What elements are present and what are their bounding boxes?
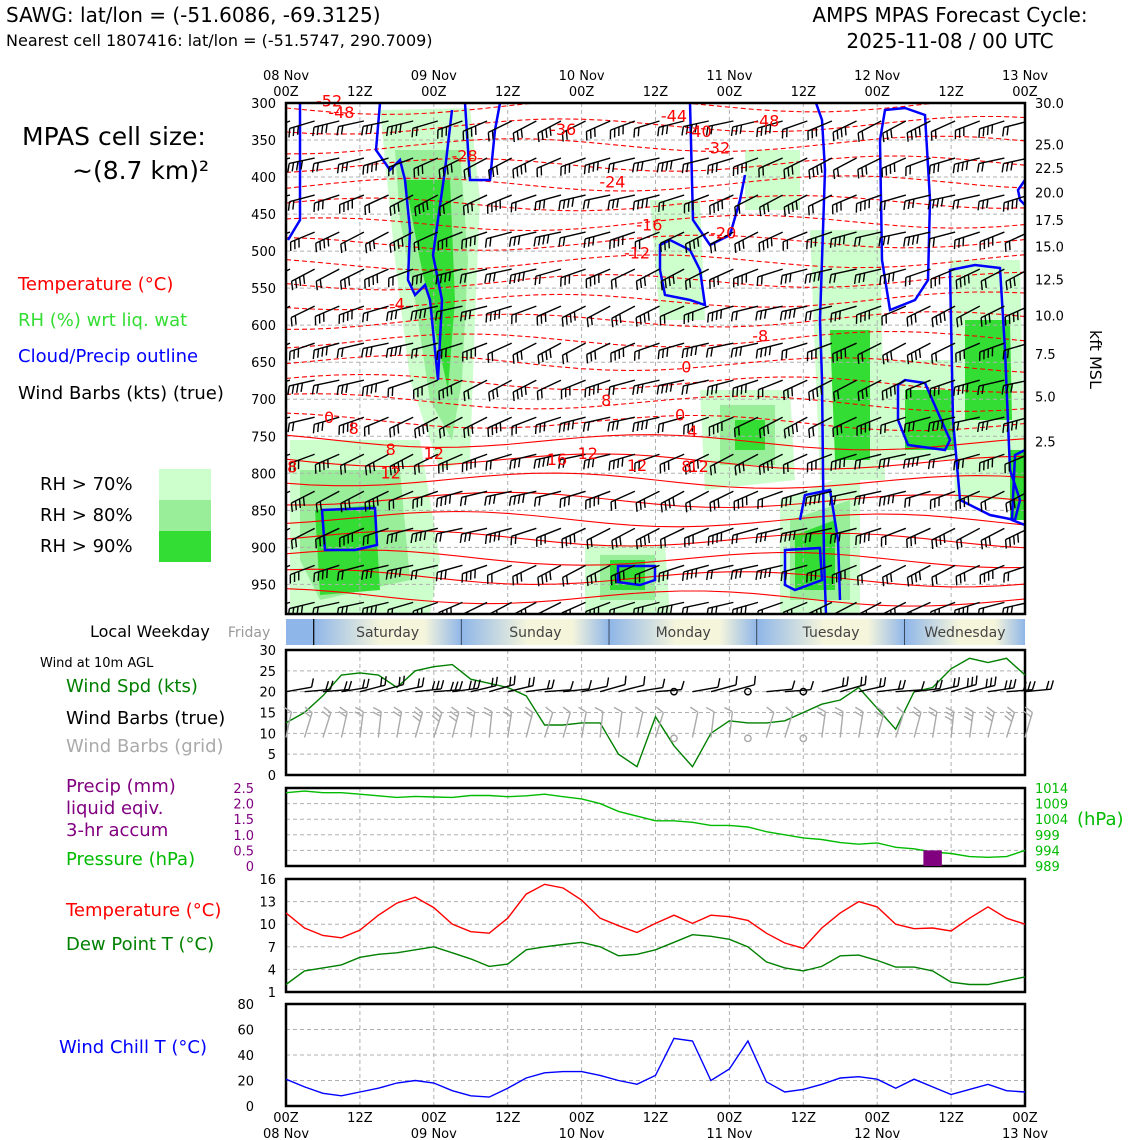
- wind-barb: [537, 158, 561, 177]
- temp-tick-label: 16: [259, 873, 276, 888]
- precip-tick-label: 2.5: [233, 782, 254, 797]
- wind-barb: [289, 121, 315, 137]
- wind-barb: [809, 195, 832, 215]
- day-label-top: 11 Nov: [706, 69, 753, 84]
- precip-tick-label: 0: [245, 860, 254, 875]
- day-label-top: 12 Nov: [854, 69, 901, 84]
- wind-barb-true: [951, 676, 977, 692]
- time-tick-label-top: 00Z: [421, 85, 447, 100]
- wind-barb: [312, 380, 339, 394]
- weekday-label-saturday: Saturday: [356, 625, 420, 641]
- wind-barb: [292, 269, 315, 290]
- wind-barb: [957, 528, 980, 549]
- isotherm-label: -28: [451, 146, 478, 166]
- time-tick-label-bottom: 12Z: [347, 1111, 373, 1126]
- wind-barb: [732, 306, 758, 321]
- isotherm-label: 8: [681, 456, 692, 476]
- time-tick-label-bottom: 00Z: [864, 1111, 890, 1126]
- wind-barb: [538, 565, 561, 586]
- wind-barb: [510, 232, 537, 247]
- kft-tick-label: 17.5: [1035, 214, 1064, 230]
- wind-tick-label: 15: [259, 706, 276, 722]
- wind-barb-true: [304, 681, 332, 692]
- wind-barb: [608, 195, 635, 210]
- wind-barb: [512, 417, 536, 435]
- day-label-bottom: 12 Nov: [854, 1127, 901, 1140]
- wind-barb: [460, 528, 487, 543]
- pressure-tick-label: 600: [251, 319, 276, 335]
- isotherm-label: 12: [626, 456, 648, 476]
- wind-barb: [538, 343, 561, 364]
- legend-rh90: RH > 90%: [40, 536, 133, 557]
- legend-wind: Wind Barbs (kts) (true): [18, 383, 224, 404]
- precip-legend-1: Precip (mm): [66, 776, 176, 797]
- wind-barb: [657, 158, 684, 172]
- wind-barb: [388, 380, 413, 397]
- isotherm-label: 12: [688, 456, 709, 476]
- pressure-tick-label: 1009: [1035, 797, 1069, 813]
- time-tick-label-top: 00Z: [568, 85, 595, 100]
- kft-tick-label: 30.0: [1035, 97, 1064, 112]
- wind-barb: [291, 232, 315, 251]
- cell-size-value: ~(8.7 km)²: [72, 156, 210, 185]
- temp-legend: Temperature (°C): [66, 900, 222, 921]
- chill-tick-label: 40: [237, 1049, 254, 1064]
- wind-barb-true: [415, 680, 443, 691]
- wind-barb: [586, 491, 610, 509]
- pressure-tick-label: 994: [1035, 844, 1060, 860]
- wind-barb: [880, 195, 906, 211]
- isotherm-label: 12: [577, 444, 598, 464]
- pressure-tick-label: 999: [1035, 828, 1060, 844]
- chill-tick-label: 20: [237, 1074, 254, 1090]
- wind-barb: [512, 306, 537, 324]
- wind-panel-title: Wind at 10m AGL: [40, 656, 154, 671]
- time-tick-label-bottom: 00Z: [1012, 1111, 1038, 1126]
- wind-barb: [904, 195, 931, 210]
- wind-barb: [932, 528, 955, 549]
- isotherm-label: -36: [550, 119, 577, 139]
- wind-barb: [341, 269, 364, 290]
- legend-rh80: RH > 80%: [40, 505, 133, 526]
- forecast-cycle-title: AMPS MPAS Forecast Cycle:: [812, 3, 1088, 27]
- time-tick-label-bottom: 12Z: [642, 1111, 669, 1126]
- time-tick-label-top: 12Z: [347, 85, 373, 100]
- wind-tick-label: 10: [259, 727, 276, 743]
- wind-barb: [535, 195, 561, 211]
- weekday-label-tuesday: Tuesday: [802, 625, 860, 641]
- wind-barb: [510, 269, 537, 284]
- kft-axis-title: kft MSL: [1086, 330, 1105, 389]
- day-label-top: 10 Nov: [558, 69, 605, 84]
- weekday-label-friday: Friday: [227, 625, 271, 641]
- kft-tick-label: 2.5: [1035, 435, 1056, 451]
- wind-barb-true: [600, 676, 626, 692]
- wind-barb: [390, 417, 413, 437]
- isotherm-label: 0: [675, 405, 686, 425]
- wind-barb-true: [822, 676, 848, 691]
- isotherm-label: 8: [385, 439, 396, 459]
- temp-tick-label: 13: [259, 895, 276, 911]
- temp-tick-label: 10: [259, 918, 276, 934]
- chill-tick-label: 0: [245, 1100, 254, 1115]
- wind-barb: [735, 232, 758, 253]
- wind-barb-true: [766, 681, 794, 692]
- wind-barb: [759, 232, 783, 252]
- wind-barb: [587, 306, 610, 327]
- wind-barb: [513, 121, 536, 142]
- wind-barb: [879, 232, 906, 246]
- wind-barb: [313, 343, 339, 359]
- legend-cloud: Cloud/Precip outline: [18, 346, 199, 367]
- pressure-tick-label: 900: [251, 541, 276, 557]
- isotherm-label: 12: [423, 444, 444, 464]
- day-label-bottom: 08 Nov: [262, 1127, 310, 1140]
- pressure-tick-label: 700: [251, 393, 276, 409]
- wind-barb: [980, 232, 1004, 251]
- pressure-legend: Pressure (hPa): [66, 849, 196, 870]
- legend-temperature: Temperature (°C): [18, 274, 174, 295]
- isotherm-label: -44: [660, 106, 688, 126]
- kft-tick-label: 10.0: [1035, 309, 1064, 325]
- wind-barb: [908, 565, 931, 586]
- wind-barb-true: [286, 678, 313, 691]
- wind-barb: [978, 158, 1005, 172]
- kft-tick-label: 25.0: [1035, 138, 1064, 154]
- wind-barb: [462, 565, 487, 582]
- time-tick-label-top: 12Z: [790, 85, 817, 100]
- kft-tick-label: 22.5: [1035, 162, 1064, 178]
- weekday-label-wednesday: Wednesday: [924, 625, 1006, 641]
- wind-barb: [758, 602, 783, 620]
- legend-rh: RH (%) wrt liq. wat: [18, 310, 188, 331]
- time-tick-label-bottom: 00Z: [716, 1111, 743, 1126]
- wind-barb: [436, 528, 463, 542]
- pressure-tick-label: 850: [251, 504, 276, 520]
- wind-barb-true: [859, 677, 886, 691]
- isotherm-label: 0: [681, 357, 692, 377]
- wind-barb: [782, 121, 807, 139]
- isotherm-label: -20: [710, 223, 737, 243]
- wind-tick-label: 25: [259, 664, 276, 680]
- legend-rh70: RH > 70%: [40, 474, 133, 495]
- calm-mark-grid: [745, 735, 751, 741]
- time-tick-label-bottom: 00Z: [568, 1111, 595, 1126]
- wind-barb: [611, 269, 634, 289]
- wind-barb: [883, 121, 906, 142]
- wind-tick-label: 0: [267, 769, 276, 784]
- isotherm-label: -24: [599, 172, 626, 192]
- day-label-top: 09 Nov: [410, 69, 457, 84]
- time-tick-label-top: 00Z: [716, 85, 743, 100]
- wind-barb: [314, 195, 339, 212]
- wind-barb: [956, 565, 980, 585]
- wind-barb: [584, 232, 610, 248]
- wind-barb: [907, 306, 930, 326]
- time-tick-label-bottom: 12Z: [938, 1111, 964, 1126]
- windchill-legend: Wind Chill T (°C): [59, 1037, 207, 1058]
- wind-barb: [978, 602, 1004, 617]
- station-title: SAWG: lat/lon = (-51.6086, -69.3125): [6, 3, 381, 27]
- pressure-tick-label: 500: [251, 245, 276, 261]
- wind-barb: [536, 417, 561, 434]
- wind-barb: [932, 565, 955, 586]
- precip-legend-2: liquid eqiv.: [66, 798, 164, 819]
- wind-barb-true: [729, 676, 755, 692]
- pressure-tick-label: 1014: [1035, 782, 1069, 797]
- forecast-cycle-date: 2025-11-08 / 00 UTC: [846, 29, 1054, 53]
- weekday-label: Local Weekday: [90, 622, 210, 641]
- isotherm-label: 8: [287, 457, 298, 477]
- wind-barb: [612, 306, 635, 327]
- isotherm-label: -48: [753, 111, 780, 131]
- wind-barb: [289, 195, 315, 211]
- wind-barb: [734, 269, 758, 287]
- time-tick-label-top: 00Z: [864, 85, 890, 100]
- wind-barb: [783, 232, 807, 251]
- wind-tick-label: 20: [259, 685, 276, 701]
- wind-barb: [288, 380, 315, 395]
- wind-barb: [488, 343, 512, 363]
- isotherm-label: -40: [685, 122, 712, 142]
- wind-barb: [954, 232, 979, 249]
- wind-tick-label: 30: [259, 644, 276, 659]
- wind-barb: [513, 158, 536, 178]
- wind-barb: [686, 491, 709, 512]
- wind-barb: [882, 158, 906, 177]
- isotherm-label: 0: [324, 407, 335, 427]
- wind-barb: [535, 269, 561, 285]
- time-tick-label-top: 12Z: [938, 85, 964, 100]
- day-label-bottom: 09 Nov: [410, 1127, 457, 1140]
- precip-legend-3: 3-hr accum: [66, 820, 169, 841]
- wind-barb: [833, 121, 856, 141]
- isotherm-label: -4: [388, 294, 405, 314]
- wind-barb: [732, 528, 758, 544]
- time-tick-label-bottom: 12Z: [494, 1111, 521, 1126]
- day-label-bottom: 11 Nov: [706, 1127, 753, 1140]
- wind-barb: [439, 602, 463, 621]
- pressure-tick-label: 989: [1035, 860, 1060, 875]
- pressure-tick-label: 800: [251, 467, 276, 483]
- isotherm-label: 4: [687, 422, 698, 442]
- dewpoint-legend: Dew Point T (°C): [66, 934, 215, 955]
- wind-barb: [562, 602, 586, 622]
- wind-barb: [583, 417, 610, 432]
- wind-barb: [608, 158, 634, 173]
- wind-barb: [757, 269, 782, 286]
- pressure-tick-label: 450: [251, 208, 276, 224]
- wind-barb: [636, 491, 659, 512]
- wind-barb: [288, 417, 315, 432]
- wind-barb: [610, 121, 634, 139]
- pressure-tick-label: 750: [251, 430, 276, 446]
- isotherm-label: -32: [704, 138, 731, 158]
- wind-barb: [513, 380, 536, 401]
- time-tick-label-bottom: 00Z: [421, 1111, 447, 1126]
- pressure-tick-label: 550: [251, 282, 276, 298]
- wind-barb: [366, 232, 389, 253]
- temp-tick-label: 7: [267, 940, 276, 956]
- wind-barb-true: [711, 676, 737, 692]
- pressure-tick-label: 350: [251, 134, 276, 150]
- time-tick-label-top: 00Z: [273, 85, 299, 100]
- wind-barb: [931, 121, 955, 141]
- time-tick-label-bottom: 12Z: [790, 1111, 817, 1126]
- wind-barb: [710, 491, 733, 511]
- pressure-tick-label: 650: [251, 356, 276, 372]
- kft-tick-label: 15.0: [1035, 240, 1064, 256]
- isotherm-label: -52: [316, 91, 343, 111]
- wind-barb: [661, 491, 684, 512]
- time-tick-label-bottom: 00Z: [273, 1111, 299, 1126]
- isotherm-label: 8: [348, 419, 359, 439]
- isotherm-label: 16: [546, 450, 568, 470]
- day-label-top: 13 Nov: [1001, 69, 1049, 84]
- wind-barb: [583, 195, 610, 209]
- weekday-label-monday: Monday: [655, 625, 711, 641]
- wind-barb: [586, 121, 610, 141]
- temp-tick-label: 4: [267, 963, 276, 979]
- isotherm-label: 12: [380, 463, 401, 483]
- wind-barb: [511, 195, 536, 212]
- wind-barb: [365, 269, 389, 289]
- cell-size-label: MPAS cell size:: [22, 122, 206, 151]
- wind-barb-grid: [690, 707, 698, 737]
- time-tick-label-top: 00Z: [1012, 85, 1038, 100]
- wind-barb: [756, 306, 783, 320]
- weekday-label-sunday: Sunday: [509, 625, 562, 641]
- wind-barbs-grid-legend: Wind Barbs (grid): [66, 736, 224, 757]
- wind-barb: [563, 343, 586, 364]
- wind-barb: [905, 491, 931, 507]
- wind-barb: [587, 343, 610, 363]
- pressure-tick-label: 950: [251, 578, 276, 594]
- wind-barb: [537, 528, 561, 547]
- wind-speed-legend: Wind Spd (kts): [66, 676, 198, 697]
- nearest-cell-line: Nearest cell 1807416: lat/lon = (-51.5747, 290.7009): [6, 31, 433, 50]
- kft-tick-label: 12.5: [1035, 273, 1064, 289]
- wind-barb: [731, 565, 758, 579]
- temp-tick-label: 1: [267, 986, 276, 1001]
- wind-barb: [657, 380, 684, 394]
- wind-barb: [882, 528, 906, 546]
- day-label-bottom: 10 Nov: [558, 1127, 605, 1140]
- wind-barb: [732, 602, 758, 618]
- wind-barb-true: [526, 680, 554, 692]
- wind-barb: [513, 343, 536, 364]
- wind-barb: [685, 528, 709, 547]
- precip-tick-label: 2.0: [233, 797, 254, 813]
- precip-bar: [923, 850, 941, 866]
- wind-barb: [930, 491, 955, 509]
- wind-barb-true: [619, 676, 645, 691]
- weekday-cell: [286, 619, 314, 645]
- wind-barb: [808, 121, 832, 140]
- precip-tick-label: 1.0: [233, 828, 254, 844]
- isotherm-label: -12: [623, 243, 651, 263]
- kft-tick-label: 7.5: [1035, 348, 1056, 364]
- wind-barb-true: [970, 677, 996, 692]
- time-tick-label-top: 12Z: [494, 85, 521, 100]
- isotherm-label: -48: [328, 102, 355, 122]
- wind-barb: [904, 232, 931, 247]
- wind-barb: [979, 121, 1004, 138]
- isotherm-label: -8: [752, 326, 769, 346]
- wind-barbs-true-legend: Wind Barbs (true): [66, 708, 226, 729]
- time-tick-label-top: 12Z: [642, 85, 669, 100]
- wind-barb: [362, 380, 388, 396]
- wind-barb: [858, 158, 881, 178]
- wind-barb: [879, 491, 905, 506]
- chill-tick-label: 80: [237, 998, 254, 1013]
- wind-barb: [534, 232, 561, 246]
- wind-barb: [489, 380, 512, 401]
- chill-tick-label: 60: [237, 1023, 254, 1039]
- wind-barb: [511, 528, 536, 545]
- kft-tick-label: 20.0: [1035, 186, 1064, 202]
- day-label-bottom: 13 Nov: [1001, 1127, 1049, 1140]
- precip-tick-label: 0.5: [233, 844, 254, 860]
- day-label-top: 08 Nov: [262, 69, 310, 84]
- pressure-tick-label: 400: [251, 171, 276, 187]
- pressure-unit: (hPa): [1077, 809, 1124, 830]
- wind-barb: [537, 380, 561, 400]
- isotherm-label: 8: [601, 390, 612, 410]
- wind-tick-label: 5: [267, 748, 276, 764]
- precip-tick-label: 1.5: [233, 813, 254, 829]
- wind-barb: [510, 491, 537, 505]
- wind-barb: [312, 158, 339, 172]
- wind-barb: [316, 232, 339, 252]
- pressure-tick-label: 300: [251, 97, 276, 112]
- wind-barb-true: [877, 680, 905, 692]
- calm-mark-grid: [671, 735, 677, 741]
- wind-barb-true: [656, 681, 685, 692]
- isotherm-label: -16: [636, 215, 663, 235]
- pressure-tick-label: 1004: [1035, 813, 1069, 829]
- kft-tick-label: 5.0: [1035, 390, 1056, 406]
- wind-barb: [586, 269, 610, 288]
- wind-barb: [513, 565, 536, 585]
